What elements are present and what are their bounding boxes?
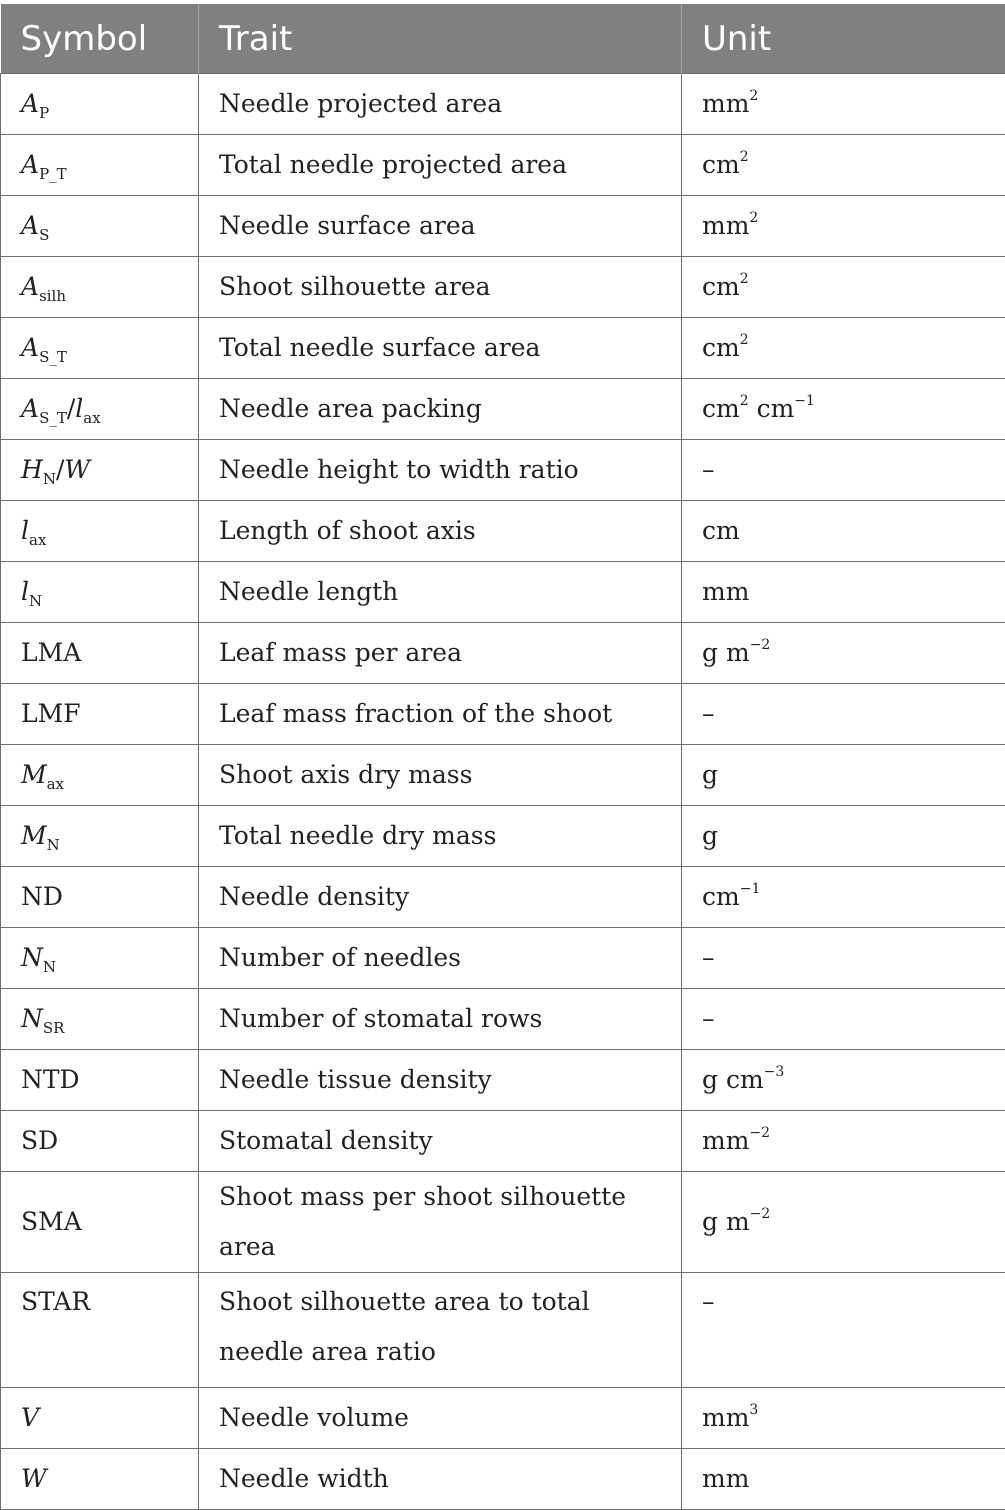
trait-cell: Number of stomatal rows — [199, 989, 682, 1050]
trait-cell: Needle surface area — [199, 196, 682, 257]
trait-cell: Total needle projected area — [199, 135, 682, 196]
trait-cell: Shoot silhouette area to total needle area ratio — [199, 1273, 682, 1388]
text-part: N — [29, 592, 42, 610]
unit-cell — [682, 1449, 1005, 1510]
text-part: H — [21, 455, 43, 484]
table-row — [1, 928, 1005, 989]
symbol-cell — [1, 1172, 199, 1273]
text-part: M — [21, 760, 47, 789]
table-row — [1, 745, 1005, 806]
symbol-cell — [1, 623, 199, 684]
trait-cell: Needle area packing — [199, 379, 682, 440]
text-part: mm — [702, 89, 749, 118]
text-part: l — [75, 394, 83, 423]
unit-cell — [682, 684, 1005, 745]
text-part: cm — [749, 394, 795, 423]
table-row — [1, 1050, 1005, 1111]
text-part: g cm — [702, 1065, 764, 1094]
text-part: g — [702, 760, 718, 789]
text-part: P_T — [39, 165, 67, 183]
unit-cell — [682, 196, 1005, 257]
table-row — [1, 1273, 1005, 1388]
unit-cell — [682, 1388, 1005, 1449]
trait-cell: Needle width — [199, 1449, 682, 1510]
text-part: N — [21, 943, 43, 972]
text-part: P — [39, 104, 49, 122]
text-part: W — [21, 1464, 47, 1493]
table-row — [1, 989, 1005, 1050]
unit-cell — [682, 135, 1005, 196]
symbol-cell — [1, 379, 199, 440]
text-part: cm — [702, 516, 740, 545]
table-row — [1, 562, 1005, 623]
text-part: 2 — [749, 210, 758, 226]
text-part: cm — [702, 882, 740, 911]
table-row — [1, 196, 1005, 257]
unit-cell — [682, 1050, 1005, 1111]
text-part: A — [21, 394, 39, 423]
text-part: – — [702, 943, 715, 972]
trait-cell: Leaf mass fraction of the shoot — [199, 684, 682, 745]
symbol-cell — [1, 257, 199, 318]
text-part: mm — [702, 211, 749, 240]
text-part: – — [702, 1287, 715, 1316]
text-part: mm — [702, 1403, 749, 1432]
symbol-cell — [1, 135, 199, 196]
text-part: −3 — [764, 1064, 785, 1080]
table-row — [1, 623, 1005, 684]
trait-cell: Length of shoot axis — [199, 501, 682, 562]
text-part: g m — [702, 638, 750, 667]
trait-cell: Stomatal density — [199, 1111, 682, 1172]
text-part: silh — [39, 287, 66, 305]
text-part: M — [21, 821, 47, 850]
symbol-cell — [1, 989, 199, 1050]
text-part: mm — [702, 1126, 749, 1155]
symbol-cell — [1, 501, 199, 562]
table-row — [1, 501, 1005, 562]
traits-table — [0, 4, 1005, 1510]
unit-cell — [682, 623, 1005, 684]
text-part: mm — [702, 1464, 749, 1493]
unit-cell — [682, 1111, 1005, 1172]
text-part: 2 — [749, 88, 758, 104]
text-part: −2 — [749, 1125, 770, 1141]
text-part: N — [43, 958, 56, 976]
unit-cell — [682, 989, 1005, 1050]
text-part: S_T — [39, 348, 67, 366]
text-part: A — [21, 333, 39, 362]
table-header-row — [1, 4, 1005, 74]
unit-cell — [682, 745, 1005, 806]
trait-cell: Total needle surface area — [199, 318, 682, 379]
text-part: SMA — [21, 1207, 82, 1236]
text-part: S — [39, 226, 49, 244]
unit-cell — [682, 257, 1005, 318]
symbol-cell — [1, 1111, 199, 1172]
text-part: / — [67, 394, 75, 423]
symbol-cell — [1, 196, 199, 257]
unit-cell — [682, 501, 1005, 562]
table-row — [1, 867, 1005, 928]
trait-cell: Needle length — [199, 562, 682, 623]
text-part: S_T — [39, 409, 67, 427]
unit-cell — [682, 867, 1005, 928]
symbol-cell — [1, 1449, 199, 1510]
trait-cell: Shoot axis dry mass — [199, 745, 682, 806]
trait-cell: Needle density — [199, 867, 682, 928]
symbol-cell — [1, 745, 199, 806]
table-row — [1, 257, 1005, 318]
text-part: cm — [702, 394, 740, 423]
text-part: V — [21, 1403, 39, 1432]
trait-cell: Leaf mass per area — [199, 623, 682, 684]
trait-cell: Needle projected area — [199, 74, 682, 135]
text-part: cm — [702, 272, 740, 301]
table-body — [1, 74, 1005, 1510]
text-part: SR — [43, 1019, 65, 1037]
trait-cell: Needle tissue density — [199, 1050, 682, 1111]
text-part: ax — [29, 531, 46, 549]
unit-cell — [682, 440, 1005, 501]
text-part: 2 — [740, 149, 749, 165]
text-part: A — [21, 272, 39, 301]
table-row — [1, 684, 1005, 745]
symbol-cell — [1, 806, 199, 867]
unit-cell — [682, 1172, 1005, 1273]
header-trait: Trait — [199, 4, 682, 74]
symbol-cell — [1, 1388, 199, 1449]
table-row — [1, 1388, 1005, 1449]
symbol-cell — [1, 440, 199, 501]
text-part: N — [43, 470, 56, 488]
unit-cell — [682, 74, 1005, 135]
trait-cell: Number of needles — [199, 928, 682, 989]
text-part: ax — [47, 775, 64, 793]
unit-cell — [682, 562, 1005, 623]
unit-cell — [682, 379, 1005, 440]
text-part: l — [21, 516, 29, 545]
symbol-cell — [1, 562, 199, 623]
symbol-cell — [1, 74, 199, 135]
text-part: – — [702, 1004, 715, 1033]
text-part: NTD — [21, 1065, 80, 1094]
symbol-cell — [1, 318, 199, 379]
text-part: SD — [21, 1126, 58, 1155]
text-part: mm — [702, 577, 749, 606]
header-unit: Unit — [682, 4, 1005, 74]
table-row — [1, 806, 1005, 867]
text-part: N — [21, 1004, 43, 1033]
text-part: −1 — [794, 393, 815, 409]
symbol-cell — [1, 928, 199, 989]
text-part: 2 — [740, 271, 749, 287]
table-row — [1, 1172, 1005, 1273]
table-row — [1, 379, 1005, 440]
text-part: – — [702, 699, 715, 728]
text-part: – — [702, 455, 715, 484]
text-part: STAR — [21, 1287, 90, 1316]
text-part: ax — [83, 409, 100, 427]
text-part: −1 — [740, 881, 761, 897]
text-part: g — [702, 821, 718, 850]
text-part: −2 — [750, 1206, 771, 1222]
trait-cell: Shoot silhouette area — [199, 257, 682, 318]
header-symbol: Symbol — [1, 4, 199, 74]
text-part: cm — [702, 333, 740, 362]
text-part: A — [21, 89, 39, 118]
table-row — [1, 1449, 1005, 1510]
table-row — [1, 74, 1005, 135]
text-part: cm — [702, 150, 740, 179]
text-part: N — [47, 836, 60, 854]
text-part: l — [21, 577, 29, 606]
unit-cell — [682, 928, 1005, 989]
table-row — [1, 135, 1005, 196]
trait-cell: Shoot mass per shoot silhouette area — [199, 1172, 682, 1273]
unit-cell — [682, 1273, 1005, 1388]
table-row — [1, 1111, 1005, 1172]
unit-cell — [682, 806, 1005, 867]
text-part: ND — [21, 882, 63, 911]
symbol-cell — [1, 1050, 199, 1111]
unit-cell — [682, 318, 1005, 379]
text-part: W — [64, 455, 90, 484]
text-part: / — [56, 455, 64, 484]
symbol-cell — [1, 867, 199, 928]
text-part: g m — [702, 1207, 750, 1236]
text-part: −2 — [750, 637, 771, 653]
table-row — [1, 318, 1005, 379]
text-part: LMF — [21, 699, 81, 728]
text-part: A — [21, 211, 39, 240]
trait-cell: Needle volume — [199, 1388, 682, 1449]
trait-cell: Needle height to width ratio — [199, 440, 682, 501]
text-part: 3 — [749, 1402, 758, 1418]
symbol-cell — [1, 1273, 199, 1388]
text-part: 2 — [740, 393, 749, 409]
trait-cell: Total needle dry mass — [199, 806, 682, 867]
symbol-cell — [1, 684, 199, 745]
text-part: LMA — [21, 638, 81, 667]
text-part: 2 — [740, 332, 749, 348]
text-part: A — [21, 150, 39, 179]
table-row — [1, 440, 1005, 501]
